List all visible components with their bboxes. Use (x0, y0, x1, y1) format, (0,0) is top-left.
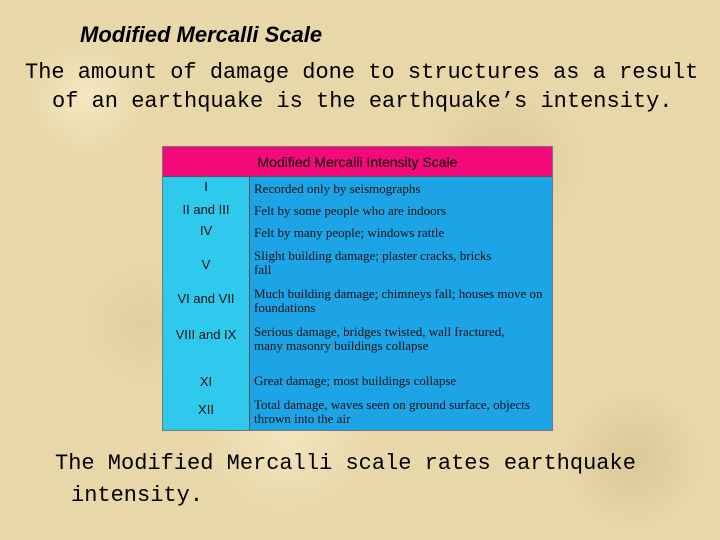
intensity-effect: Slight building damage; plaster cracks, bricks fall (254, 248, 492, 277)
intensity-effect: Felt by many people; windows rattle (254, 225, 445, 240)
intro-text: The amount of damage done to structures as a result of an earthquake is the earthquake’s intensity. (25, 60, 699, 114)
intensity-effect: Great damage; most buildings collapse (254, 373, 457, 388)
intensity-level: XI (199, 374, 213, 389)
intensity-level: II and III (182, 202, 230, 217)
table-body (163, 177, 552, 430)
slide-title: Modified Mercalli Scale (80, 22, 323, 47)
intensity-level: VI and VII (177, 291, 235, 306)
intensity-level: XII (198, 402, 214, 417)
intensity-effect: Much building damage; chimneys fall; houses move on foundations (254, 286, 543, 315)
intensity-effect: Recorded only by seismographs (254, 181, 421, 196)
intensity-effect: Felt by some people who are indoors (254, 203, 447, 218)
intensity-effect: Serious damage, bridges twisted, wall fractured, many masonry buildings collapse (254, 324, 505, 353)
caption-text: The Modified Mercalli scale rates earthquake intensity. (55, 451, 636, 508)
intensity-level: IV (199, 223, 213, 238)
table-heading: Modified Mercalli Intensity Scale (163, 147, 552, 177)
mercalli-intensity-table (162, 146, 553, 431)
intensity-level: I (204, 179, 208, 194)
intensity-level: VIII and IX (175, 327, 237, 342)
intensity-level: V (201, 257, 211, 272)
intensity-effect: Total damage, waves seen on ground surface, objects thrown into the air (254, 397, 530, 426)
